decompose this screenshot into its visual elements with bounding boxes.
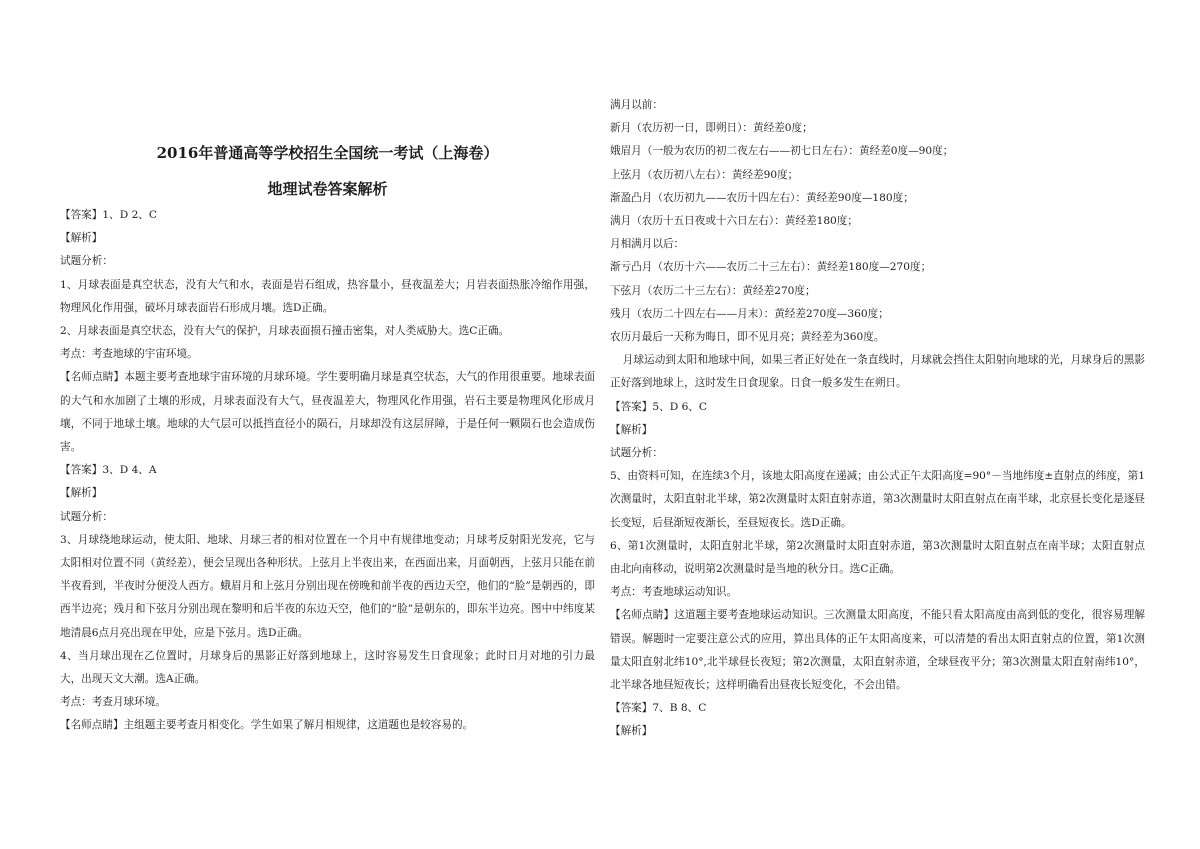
explanation-paragraph: 月球运动到太阳和地球中间，如果三者正好处在一条直线时，月球就会挡住太阳射向地球的光，月球身后的黑影正好落到地球上，这时发生日食现象。日食一般多发生在朔日。	[610, 354, 1145, 390]
topic-note: 考点：考查地球运动知识。	[610, 586, 738, 599]
moon-phase-item: 渐亏凸月（农历十六——农历二十三左右）：黄经差180度—270度；	[610, 261, 932, 274]
answer-line: 【答案】7、B 8、C	[610, 702, 707, 715]
analysis-heading: 【解析】	[60, 487, 103, 500]
left-column-text	[60, 204, 595, 738]
analysis-label: 试题分析：	[610, 447, 663, 460]
right-column-text	[610, 94, 1145, 744]
document-title: 2016年普通高等学校招生全国统一考试（上海卷）	[156, 144, 499, 162]
moon-phase-item: 渐盈凸月（农历初九——农历十四左右）：黄经差90度—180度；	[610, 191, 914, 204]
analysis-heading: 【解析】	[610, 423, 653, 436]
explanation-paragraph: 3、月球绕地球运动，使太阳、地球、月球三者的相对位置在一个月中有规律地变动；月球考反射阳光发亮，它与太阳相对位置不同（黄经差），便会呈现出各种形状。上弦月上半夜出来，在西面出来，月面朝西，上弦月只能在前半夜看到，半夜时分便没人西方。蛾眉月和上弦月分别出现在傍晚和前半夜的西边天空，他们的“脸”是朝西的，即西半边亮；残月和下弦月分别出现在黎明和后半夜的东边天空，他们的“脸”是朝东的，即东半边亮。图中中纬度某地清晨6点月亮出现在甲处，应是下弦月。选D正确。	[60, 533, 595, 639]
moon-phase-heading: 月相满月以后：	[610, 238, 685, 251]
explanation-paragraph: 6、第1次测量时，太阳直射北半球，第2次测量时太阳直射赤道，第3次测量时太阳直射点在南半球；太阳直射点由北向南移动，说明第2次测量时是当地的秋分日。选C正确。	[610, 539, 1145, 576]
moon-phase-item: 下弦月（农历二十三左右）：黄经差270度；	[610, 284, 816, 297]
document-subtitle: 地理试卷答案解析	[267, 180, 388, 198]
analysis-heading: 【解析】	[610, 725, 653, 738]
moon-phase-item: 娥眉月（一般为农历的初二夜左右——初七日左右）：黄经差0度—90度；	[610, 145, 954, 158]
moon-phase-heading: 满月以前：	[610, 99, 663, 111]
topic-note: 考点：考查月球环境。	[60, 696, 166, 709]
answer-line: 【答案】5、D 6、C	[610, 400, 708, 413]
moon-phase-item: 满月（农历十五日夜或十六日左右）：黄经差180度；	[610, 215, 858, 228]
analysis-heading: 【解析】	[60, 232, 103, 245]
topic-note: 考点：考查地球的宇宙环境。	[60, 348, 198, 361]
answer-line: 【答案】3、D 4、A	[60, 464, 157, 477]
analysis-label: 试题分析：	[60, 255, 113, 268]
explanation-paragraph: 5、由资料可知，在连续3个月，该地太阳高度在递减；由公式正午太阳高度=90°－当地纬度±直射点的纬度，第1次测量时，太阳直射北半球，第2次测量时太阳直射赤道，第3次测量时太阳直射点在南半球，北京昼长变化是逐昼长变短，后昼渐短夜渐长，至昼短夜长。选D正确。	[610, 470, 1145, 529]
explanation-paragraph: 4、当月球出现在乙位置时，月球身后的黑影正好落到地球上，这时容易发生日食现象；此时日月对地的引力最大，出现天文大潮。选A正确。	[60, 649, 595, 686]
explanation-paragraph: 1、月球表面是真空状态，没有大气和水，表面是岩石组成，热容量小，昼夜温差大；月岩表面热胀冷缩作用强，物理风化作用强，破坏月球表面岩石形成月壤。选D正确。	[60, 278, 595, 314]
answer-line: 【答案】1、D 2、C	[60, 209, 158, 221]
teacher-comment: 【名师点睛】这道题主要考查地球运动知识。三次测量太阳高度，不能只看太阳高度由高到低的变化，很容易理解错误。解题时一定要注意公式的应用，算出具体的正午太阳高度来，可以清楚的看出太阳直射点的位置，第1次测量太阳直射北纬10°,北半球昼长夜短；第2次测量，太阳直射赤道，全球昼夜平分；第3次测量太阳直射南纬10°，北半球各地昼短夜长；这样明确看出昼夜长短变化，不会出错。	[610, 609, 1145, 692]
moon-phase-item: 农历月最后一天称为晦日，即不见月亮；黄经差为360度。	[610, 331, 885, 344]
moon-phase-item: 残月（农历二十四左右——月末）：黄经差270度—360度；	[610, 307, 889, 320]
analysis-label: 试题分析：	[60, 510, 113, 523]
moon-phase-item: 上弦月（农历初八左右）：黄经差90度；	[610, 168, 799, 181]
explanation-paragraph: 2、月球表面是真空状态，没有大气的保护，月球表面损石撞击密集，对人类威胁大。选C正确。	[60, 325, 510, 338]
teacher-comment: 【名师点睛】主组题主要考查月相变化。学生如果了解月相规律，这道题也是较容易的。	[60, 719, 474, 732]
teacher-comment: 【名师点睛】本题主要考查地球宇宙环境的月球环境。学生要明确月球是真空状态，大气的作用很重要。地球表面的大气和水加剧了土壤的形成，月球表面没有大气，昼夜温差大，物理风化作用强，岩石主要是物理风化形成月壤，不同于地球土壤。地球的大气层可以抵挡直径小的陨石，月球却没有这层屏障，于是任何一颗陨石也会造成伤害。	[60, 371, 595, 454]
moon-phase-item: 新月（农历初一日，即朔日）：黄经差0度；	[610, 122, 813, 135]
